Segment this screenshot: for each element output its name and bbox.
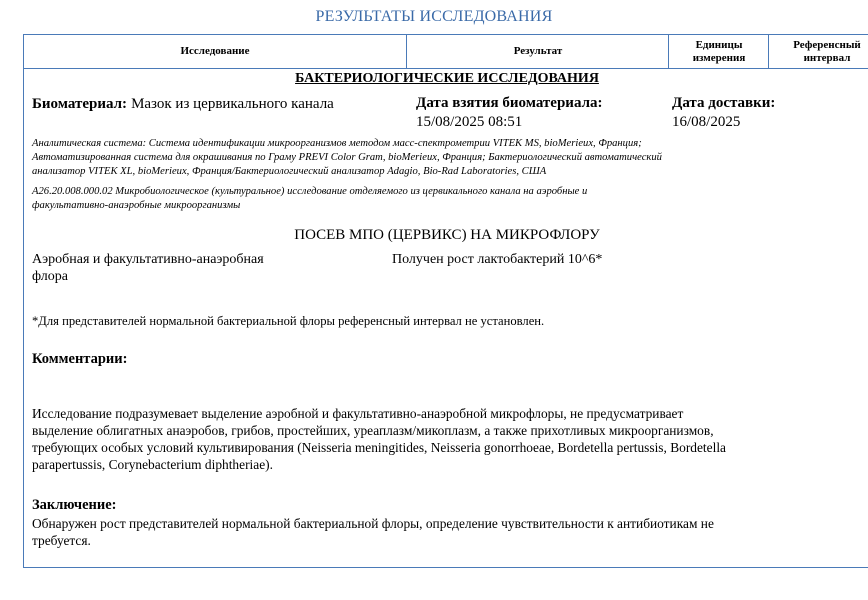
analytical-line: Аналитическая система: Система идентификации микроорганизмов методом масс-спектрометрии VITEK MS, bioMerieux, Франция; (32, 138, 642, 149)
document-title: РЕЗУЛЬТАТЫ ИССЛЕДОВАНИЯ (315, 8, 553, 25)
header-result: Результат (406, 35, 669, 68)
table-header (24, 35, 868, 69)
delivery-date (672, 95, 775, 131)
collection-date-value: 15/08/2025 08:51 (416, 114, 523, 130)
culture-name-line2: флора (32, 269, 68, 284)
collection-date (416, 95, 603, 131)
biomaterial (32, 95, 334, 113)
biomaterial-label: Биоматериал: (32, 96, 128, 112)
method-description (32, 185, 868, 213)
comments-text (32, 405, 868, 473)
results-table (23, 34, 868, 568)
method-line: A26.20.008.000.02 Микробиологическое (культуральное) исследование отделяемого из цервикального канала на аэробные и (32, 186, 588, 197)
header-ref-line2: интервал (803, 51, 851, 64)
collection-date-label: Дата взятия биоматериала: (416, 95, 603, 111)
header-reference (768, 35, 868, 68)
header-study: Исследование (180, 45, 250, 57)
culture-name (32, 251, 264, 285)
section-title: БАКТЕРИОЛОГИЧЕСКИЕ ИССЛЕДОВАНИЯ (295, 71, 599, 86)
header-ref-line1: Референсный (793, 38, 861, 51)
culture-name-line1: Аэробная и факультативно-анаэробная (32, 252, 264, 267)
conclusion-text (32, 515, 868, 549)
header-units-line2: измерения (692, 51, 746, 64)
analytical-line: Автоматизированная система для окрашивания по Граму PREVI Color Gram, bioMerieux, Франция; Бактериологический автоматический (32, 152, 662, 163)
header-units-line1: Единицы (695, 38, 743, 51)
analytical-line: анализатор VITEK XL, bioMerieux, Франция/Бактериологический анализатор Adagio, Bio-Rad Laboratories, США (32, 166, 547, 177)
method-line: факультативно-анаэробные микроорганизмы (32, 200, 241, 211)
conclusion-label: Заключение: (32, 497, 117, 513)
conclusion-line: Обнаружен рост представителей нормальной бактериальной флоры, определение чувствительности к антибиотикам не (32, 516, 714, 531)
comments-line: parapertussis, Corynebacterium diphtheriae). (32, 457, 273, 472)
conclusion-line: требуется. (32, 533, 91, 548)
analytical-system (32, 137, 868, 179)
culture-result: Получен рост лактобактерий 10^6* (392, 252, 603, 267)
biomaterial-value: Мазок из цервикального канала (131, 96, 334, 112)
delivery-date-label: Дата доставки: (672, 95, 776, 111)
comments-line: Исследование подразумевает выделение аэробной и факультативно-анаэробной микрофлоры, не предусматривает (32, 406, 684, 421)
footnote: *Для представителей нормальной бактериальной флоры референсный интервал не установлен. (32, 314, 545, 328)
comments-line: требующих особых условий культивирования (Neisseria meningitides, Neisseria gonorrhoeae, Bordetella pertussis, Bordetella (32, 440, 726, 455)
delivery-date-value: 16/08/2025 (672, 114, 741, 130)
comments-label: Комментарии: (32, 351, 128, 367)
header-units (668, 35, 769, 68)
culture-title: ПОСЕВ МПО (ЦЕРВИКС) НА МИКРОФЛОРУ (294, 227, 600, 243)
comments-line: выделение облигатных анаэробов, грибов, простейших, уреаплазм/микоплазм, а также прихотливых микроорганизмов, (32, 423, 714, 438)
